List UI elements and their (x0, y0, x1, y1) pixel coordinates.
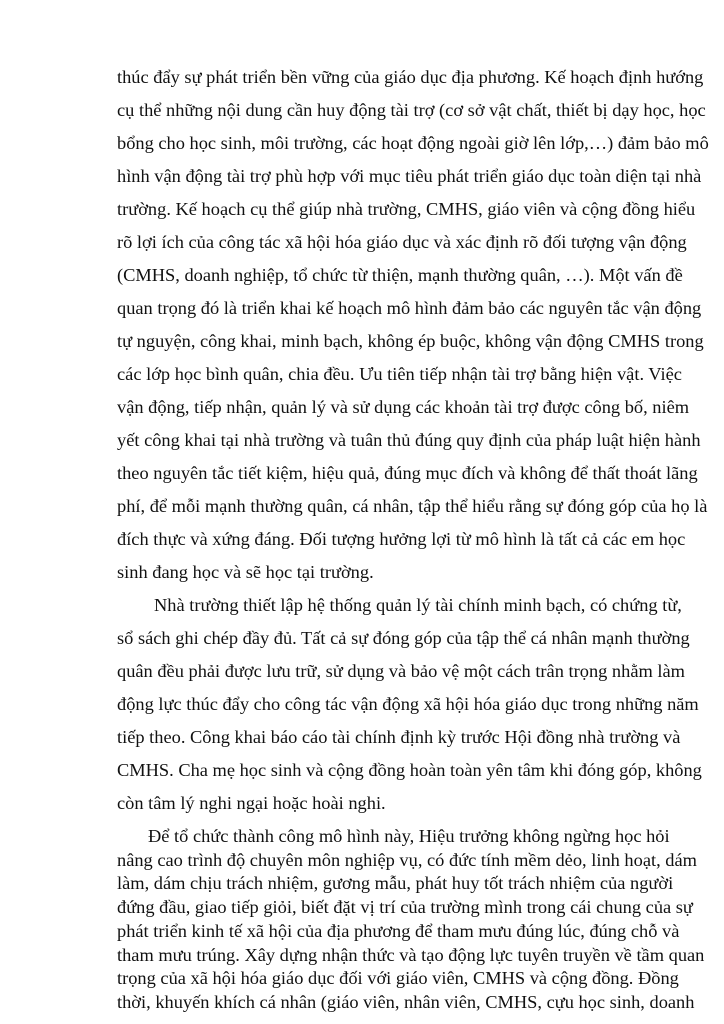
text-line: tiếp theo. Công khai báo cáo tài chính định kỳ trước Hội đồng nhà trường và (117, 727, 681, 747)
text-line: trọng của xã hội hóa giáo dục đối với giáo viên, CMHS và cộng đồng. Đồng (117, 968, 679, 988)
text-line: tự nguyện, công khai, minh bạch, không ép buộc, không vận động CMHS trong (117, 331, 704, 351)
text-line: sổ sách ghi chép đầy đủ. Tất cả sự đóng góp của tập thể cá nhân mạnh thường (117, 628, 690, 648)
text-line: tham mưu trúng. Xây dựng nhận thức và tạo động lực tuyên truyền về tầm quan (117, 945, 705, 965)
text-line: sinh đang học và sẽ học tại trường. (117, 562, 374, 582)
text-line: quân đều phải được lưu trữ, sử dụng và bảo vệ một cách trân trọng nhằm làm (117, 661, 685, 681)
text-line: đích thực và xứng đáng. Đối tượng hưởng lợi từ mô hình là tất cả các em học (117, 529, 686, 549)
text-line: hình vận động tài trợ phù hợp với mục tiêu phát triển giáo dục toàn diện tại nhà (117, 166, 702, 186)
text-line: vận động, tiếp nhận, quản lý và sử dụng các khoản tài trợ được công bố, niêm (117, 397, 690, 417)
text-line: phí, để mỗi mạnh thường quân, cá nhân, tập thể hiểu rằng sự đóng góp của họ là (117, 496, 708, 516)
text-line: thúc đẩy sự phát triển bền vững của giáo dục địa phương. Kế hoạch định hướng (117, 67, 704, 87)
text-line: động lực thúc đẩy cho công tác vận động xã hội hóa giáo dục trong những năm (117, 694, 699, 714)
text-line: phát triển kinh tế xã hội của địa phương để tham mưu đúng lúc, đúng chỗ và (117, 921, 680, 941)
text-line: CMHS. Cha mẹ học sinh và cộng đồng hoàn toàn yên tâm khi đóng góp, không (117, 760, 702, 780)
text-line: còn tâm lý nghi ngại hoặc hoài nghi. (117, 793, 386, 813)
text-line: cụ thể những nội dung cần huy động tài trợ (cơ sở vật chất, thiết bị dạy học, học (117, 100, 706, 120)
text-line: thời, khuyến khích cá nhân (giáo viên, nhân viên, CMHS, cựu học sinh, doanh (117, 992, 695, 1012)
text-line: làm, dám chịu trách nhiệm, gương mẫu, phát huy tốt trách nhiệm của người (117, 873, 674, 893)
text-line: theo nguyên tắc tiết kiệm, hiệu quả, đúng mục đích và không để thất thoát lãng (117, 463, 698, 483)
text-line: bổng cho học sinh, môi trường, các hoạt động ngoài giờ lên lớp,…) đảm bảo mô (117, 133, 709, 153)
paragraph-first-line: Để tổ chức thành công mô hình này, Hiệu trưởng không ngừng học hỏi (148, 826, 670, 846)
text-line: đứng đầu, giao tiếp giỏi, biết đặt vị trí của trường mình trong cái chung của sự (117, 897, 693, 917)
text-line: yết công khai tại nhà trường và tuân thủ đúng quy định của pháp luật hiện hành (117, 430, 701, 450)
text-line: trường. Kế hoạch cụ thể giúp nhà trường, CMHS, giáo viên và cộng đồng hiểu (117, 199, 696, 219)
text-line: rõ lợi ích của công tác xã hội hóa giáo dục và xác định rõ đối tượng vận động (117, 232, 687, 252)
text-line: các lớp học bình quân, chia đều. Ưu tiên tiếp nhận tài trợ bằng hiện vật. Việc (117, 364, 682, 384)
paragraph-first-line: Nhà trường thiết lập hệ thống quản lý tài chính minh bạch, có chứng từ, (154, 595, 682, 615)
text-line: nâng cao trình độ chuyên môn nghiệp vụ, có đức tính mềm dẻo, linh hoạt, dám (117, 850, 697, 870)
text-line: (CMHS, doanh nghiệp, tổ chức từ thiện, mạnh thường quân, …). Một vấn đề (117, 265, 683, 285)
text-line: quan trọng đó là triển khai kế hoạch mô hình đảm bảo các nguyên tắc vận động (117, 298, 702, 318)
